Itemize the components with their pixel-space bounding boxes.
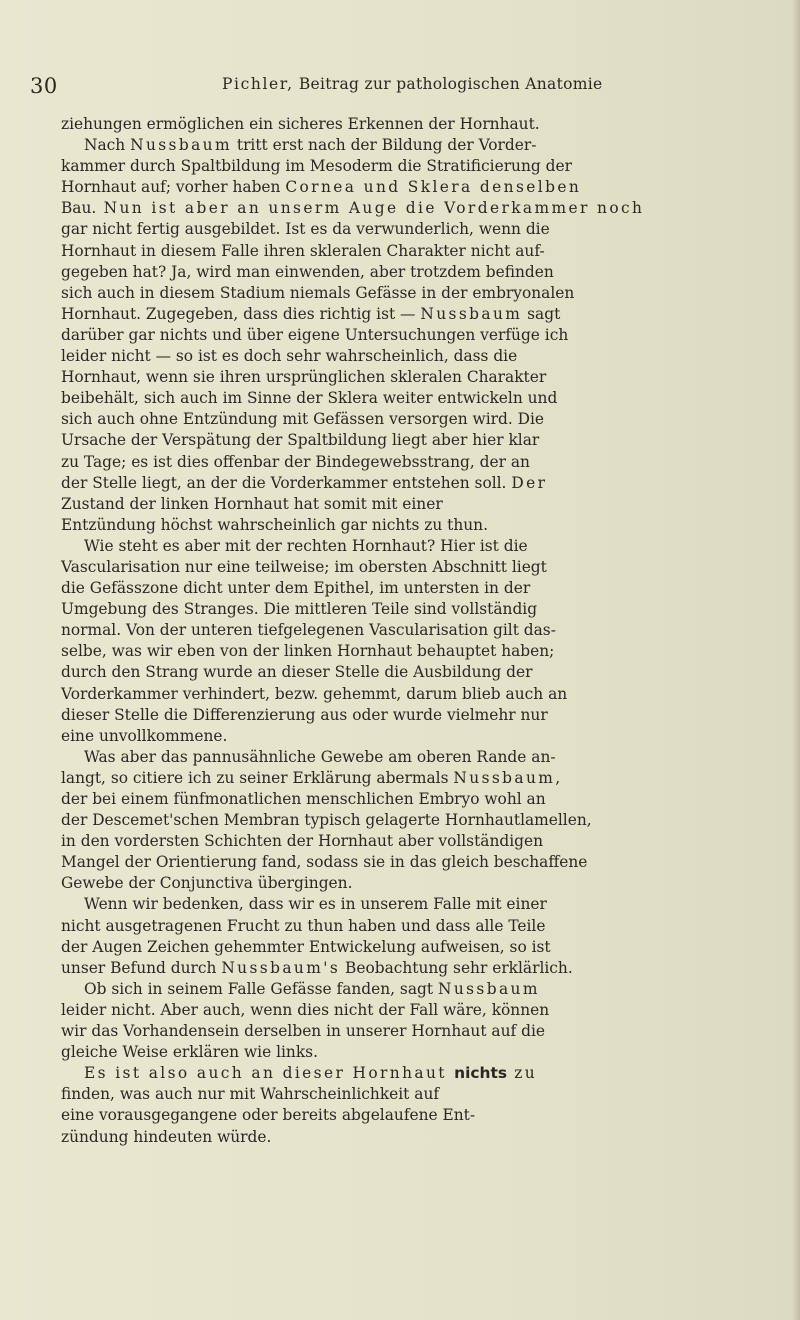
text-line: sich auch ohne Entzündung mit Gefässen versorgen wird. Die <box>61 410 545 429</box>
text-line: darüber gar nichts und über eigene Untersuchungen verfüge ich <box>61 325 569 344</box>
text-line: Wenn wir bedenken, dass wir es in unserem Falle mit einer <box>84 895 547 914</box>
text-line: selbe, was wir eben von der linken Hornhaut behauptet haben; <box>61 642 555 661</box>
text-line: kammer durch Spaltbildung im Mesoderm die Stratificierung der <box>61 157 572 176</box>
text-line: der Descemet'schen Membran typisch gelagerte Hornhautlamellen, <box>61 811 592 830</box>
running-title-author: Pichler, <box>222 75 294 93</box>
text-line: nicht ausgetragenen Frucht zu thun haben und dass alle Teile <box>61 916 546 935</box>
text-line: gleiche Weise erklären wie links. <box>61 1043 318 1062</box>
text-line: eine unvollkommene. <box>61 726 228 745</box>
text-line: normal. Von der unteren tiefgelegenen Vascularisation gilt das- <box>61 621 556 640</box>
body-text <box>61 114 733 1148</box>
running-title <box>222 75 602 93</box>
text-line: wir das Vorhandensein derselben in unserer Hornhaut auf die <box>61 1022 545 1041</box>
text-line: Ursache der Verspätung der Spaltbildung liegt aber hier klar <box>61 431 540 450</box>
text-line: der bei einem fünfmonatlichen menschlichen Embryo wohl an <box>61 790 546 808</box>
text-line: der Stelle liegt, an der die Vorderkammer entstehen soll. Der <box>61 473 548 492</box>
text-line: die Gefässzone dicht unter dem Epithel, im untersten in der <box>61 579 531 598</box>
text-line: Wie steht es aber mit der rechten Hornhaut? Hier ist die <box>84 536 528 555</box>
text-line: leider nicht — so ist es doch sehr wahrscheinlich, dass die <box>61 347 518 366</box>
text-line: ziehungen ermöglichen ein sicheres Erkennen der Hornhaut. <box>61 115 540 133</box>
text-line: eine vorausgegangene oder bereits abgelaufene Ent- <box>61 1106 476 1125</box>
text-line: zündung hindeuten würde. <box>61 1127 272 1146</box>
text-line: der Augen Zeichen gehemmter Entwickelung aufweisen, so ist <box>61 937 551 956</box>
text-line: unser Befund durch Nussbaum's Beobachtung sehr erklärlich. <box>61 958 573 977</box>
text-line: Hornhaut auf; vorher haben Cornea und Sklera denselben <box>61 178 582 197</box>
page-number: 30 <box>30 74 58 98</box>
text-line: dieser Stelle die Differenzierung aus oder wurde vielmehr nur <box>61 705 548 724</box>
text-line: finden, was auch nur mit Wahrscheinlichkeit auf <box>61 1085 440 1104</box>
text-line: Entzündung höchst wahrscheinlich gar nichts zu thun. <box>61 515 488 534</box>
text-line: Mangel der Orientierung fand, sodass sie in das gleich beschaffene <box>61 853 588 872</box>
text-line: Hornhaut in diesem Falle ihren skleralen Charakter nicht auf- <box>61 241 545 260</box>
text-line: zu Tage; es ist dies offenbar der Bindegewebsstrang, der an <box>61 452 530 471</box>
text-line: Bau. Nun ist aber an unserm Auge die Vorderkammer noch <box>61 199 645 218</box>
text-line: Hornhaut, wenn sie ihren ursprünglichen skleralen Charakter <box>61 368 547 387</box>
text-line: Umgebung des Stranges. Die mittleren Teile sind vollständig <box>61 600 538 619</box>
running-title-text: Beitrag zur pathologischen Anatomie <box>298 75 603 93</box>
text-line: Gewebe der Conjunctiva übergingen. <box>61 874 353 893</box>
text-line: gegeben hat? Ja, wird man einwenden, aber trotzdem befinden <box>61 262 554 281</box>
page-edge-shadow <box>792 0 800 1320</box>
text-line: Ob sich in seinem Falle Gefässe fanden, sagt Nussbaum <box>84 979 540 998</box>
text-line: Vascularisation nur eine teilweise; im obersten Abschnitt liegt <box>61 557 547 576</box>
text-line: Nach Nussbaum tritt erst nach der Bildung der Vorder- <box>84 136 537 155</box>
page-header <box>30 74 603 100</box>
text-line: Was aber das pannusähnliche Gewebe am oberen Rande an- <box>84 747 556 766</box>
text-line: Es ist also auch an dieser Hornhaut nichts zu <box>84 1064 538 1083</box>
text-line: Zustand der linken Hornhaut hat somit mit einer <box>61 494 443 513</box>
text-line: langt, so citiere ich zu seiner Erklärung abermals Nussbaum, <box>61 768 563 787</box>
text-line: beibehält, sich auch im Sinne der Sklera weiter entwickeln und <box>61 389 558 408</box>
text-line: leider nicht. Aber auch, wenn dies nicht der Fall wäre, können <box>61 1000 550 1019</box>
text-line: Hornhaut. Zugegeben, dass dies richtig ist — Nussbaum sagt <box>61 304 561 323</box>
text-line: Vorderkammer verhindert, bezw. gehemmt, darum blieb auch an <box>61 684 568 703</box>
text-line: sich auch in diesem Stadium niemals Gefässe in der embryonalen <box>61 283 575 302</box>
text-line: gar nicht fertig ausgebildet. Ist es da verwunderlich, wenn die <box>61 220 550 239</box>
text-line: durch den Strang wurde an dieser Stelle die Ausbildung der <box>61 663 533 682</box>
text-line: in den vordersten Schichten der Hornhaut aber vollständigen <box>61 832 544 851</box>
